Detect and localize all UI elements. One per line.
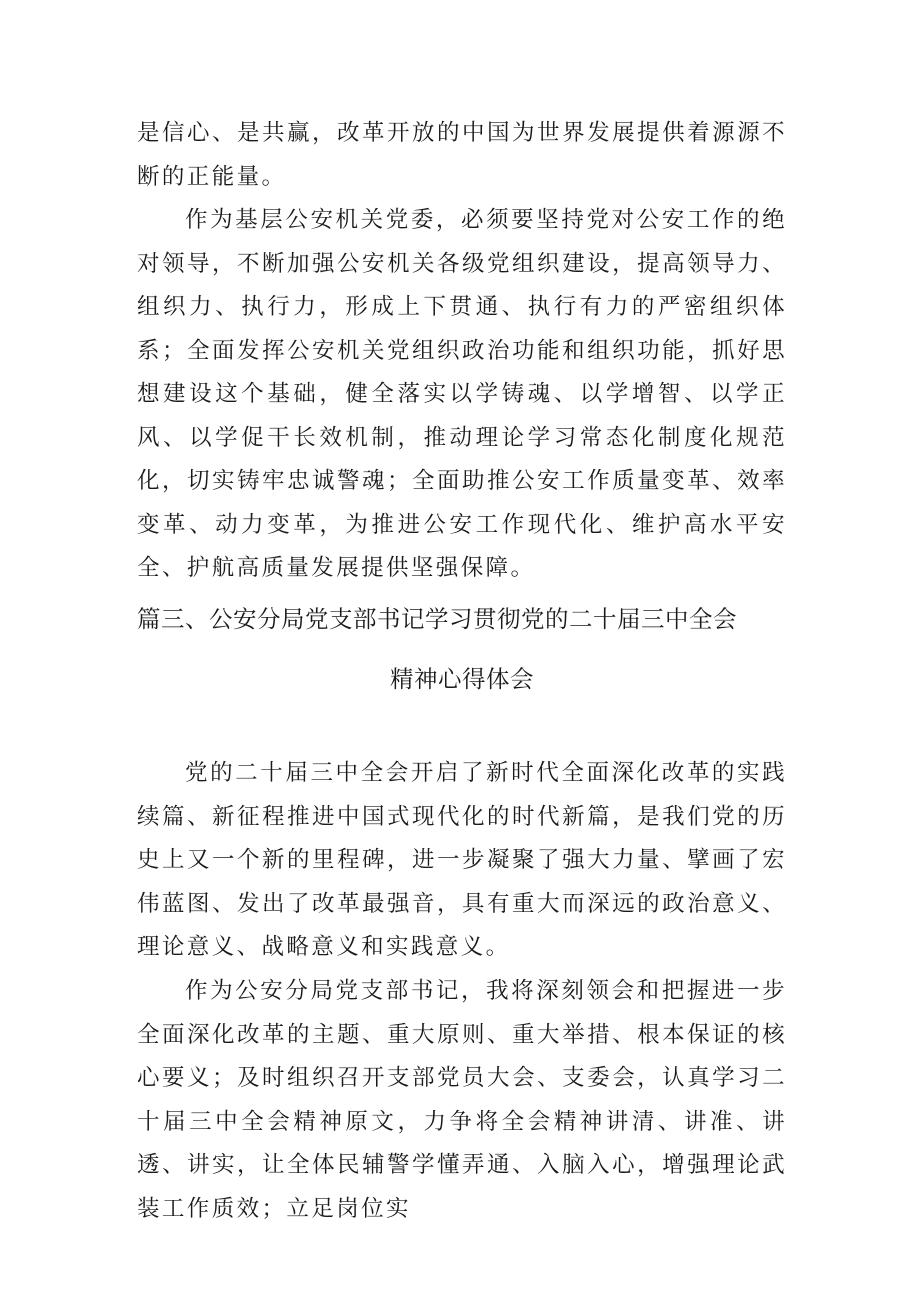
paragraph-branch-secretary: 作为公安分局党支部书记，我将深刻领会和把握进一步全面深化改革的主题、重大原则、重大举措、根本保证的核心要义；及时组织召开支部党员大会、支委会，认真学习二十届三中全会精神原文，力争将全会精神讲清、讲准、讲透、讲实，让全体民辅警学懂弄通、入脑入心，增强理论武装工作质效；立足岗位实: [137, 978, 787, 1222]
section-heading: [137, 591, 787, 707]
section-heading-line1: 篇三、公安分局党支部书记学习贯彻党的二十届三中全会: [137, 605, 737, 633]
paragraph-party-committee: 作为基层公安机关党委，必须要坚持党对公安工作的绝对领导，不断加强公安机关各级党组织建设，提高领导力、组织力、执行力，形成上下贯通、执行有力的严密组织体系；全面发挥公安机关党组织政治功能和组织功能，抓好思想建设这个基础，健全落实以学铸魂、以学增智、以学正风、以学促干长效机制，推动理论学习常态化制度化规范化，切实铸牢忠诚警魂；全面助推公安工作质量变革、效率变革、动力变革，为推进公安工作现代化、维护高水平安全、护航高质量发展提供坚强保障。: [137, 207, 787, 581]
paragraph-plenum-significance: 党的二十届三中全会开启了新时代全面深化改革的实践续篇、新征程推进中国式现代化的时代新篇，是我们党的历史上又一个新的里程碑，进一步凝聚了强大力量、擘画了宏伟蓝图、发出了改革最强音，具有重大而深远的政治意义、理论意义、战略意义和实践意义。: [137, 760, 787, 960]
paragraph-continuation: 是信心、是共赢，改革开放的中国为世界发展提供着源源不断的正能量。: [137, 120, 787, 190]
section-heading-line2: 精神心得体会: [390, 665, 534, 693]
